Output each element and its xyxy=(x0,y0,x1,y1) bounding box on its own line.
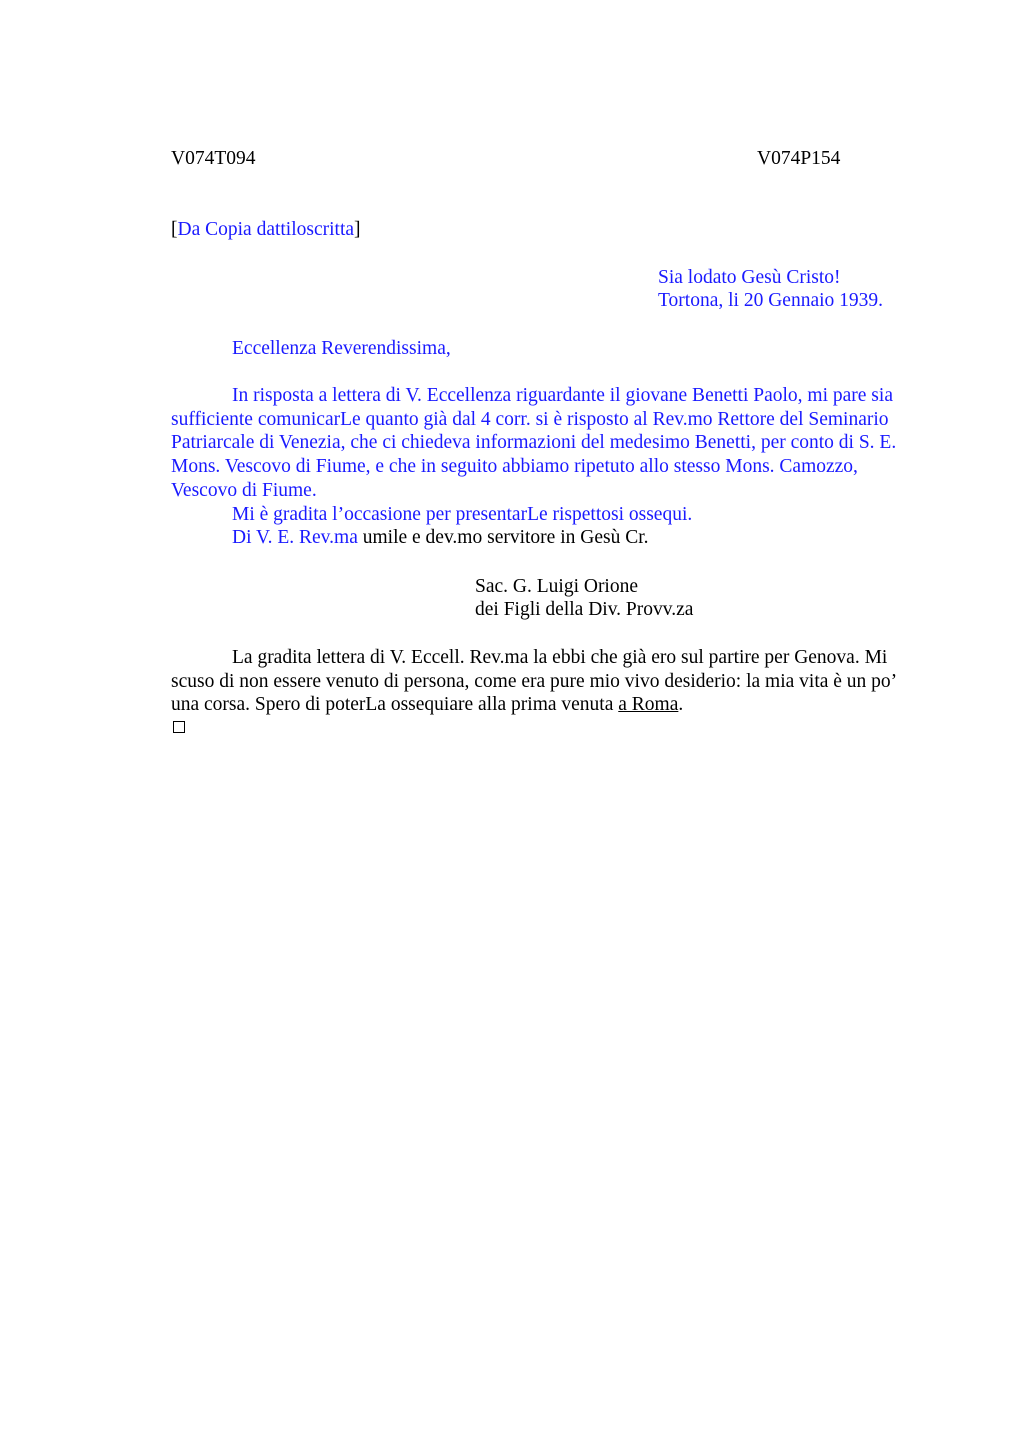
closing-formula-black: umile e dev.mo servitore in Gesù Cr. xyxy=(357,527,649,549)
dateline-greeting: Sia lodato Gesù Cristo! xyxy=(658,267,841,288)
closing-formula-blue: Di V. E. Rev.ma xyxy=(232,527,358,549)
postscript-underlined: a Roma xyxy=(618,694,679,716)
postscript-end: . xyxy=(678,694,684,716)
closing-formula xyxy=(171,526,921,550)
postscript xyxy=(171,646,921,717)
dateline-place-date: Tortona, li 20 Gennaio 1939. xyxy=(658,290,884,311)
body-paragraph: In risposta a lettera di V. Eccellenza riguardante il giovane Benetti Paolo, mi pare sia sufficiente comunicarLe quanto già dal 4 corr. si è risposto al Rev.mo Rettore del Seminario Patriarcale di Venezia, che ci chiedeva informazioni del medesimo Benetti, per conto di S. E. Mons. Vescovo di Fiume, e che in seguito abbiamo ripetuto allo stesso Mons. Camozzo, Vescovo di Fiume. xyxy=(171,385,897,501)
source-note-close-bracket: ] xyxy=(354,219,361,240)
postscript-paragraph xyxy=(171,646,921,717)
source-note-open-bracket: [ xyxy=(171,219,178,240)
header-left-code: V074T094 xyxy=(171,148,256,169)
signature-title: dei Figli della Div. Provv.za xyxy=(475,599,694,620)
source-note xyxy=(171,218,361,242)
postscript-text: La gradita lettera di V. Eccell. Rev.ma la ebbi che già ero sul partire per Genova. Mi scuso di non essere venuto di persona, come era pure mio vivo desiderio: la mia vita è un po’ una corsa. Spero di poterLa ossequiare alla prima venuta xyxy=(171,647,896,716)
signature-name: Sac. G. Luigi Orione xyxy=(475,576,639,597)
salutation: Eccellenza Reverendissima, xyxy=(232,338,451,359)
header-right-code: V074P154 xyxy=(757,148,841,169)
checkbox-square-icon xyxy=(173,721,185,733)
closing-line: Mi è gradita l’occasione per presentarLe rispettosi ossequi. xyxy=(232,503,693,525)
letter-body xyxy=(171,384,921,550)
source-note-text: Da Copia dattiloscritta xyxy=(177,219,355,240)
